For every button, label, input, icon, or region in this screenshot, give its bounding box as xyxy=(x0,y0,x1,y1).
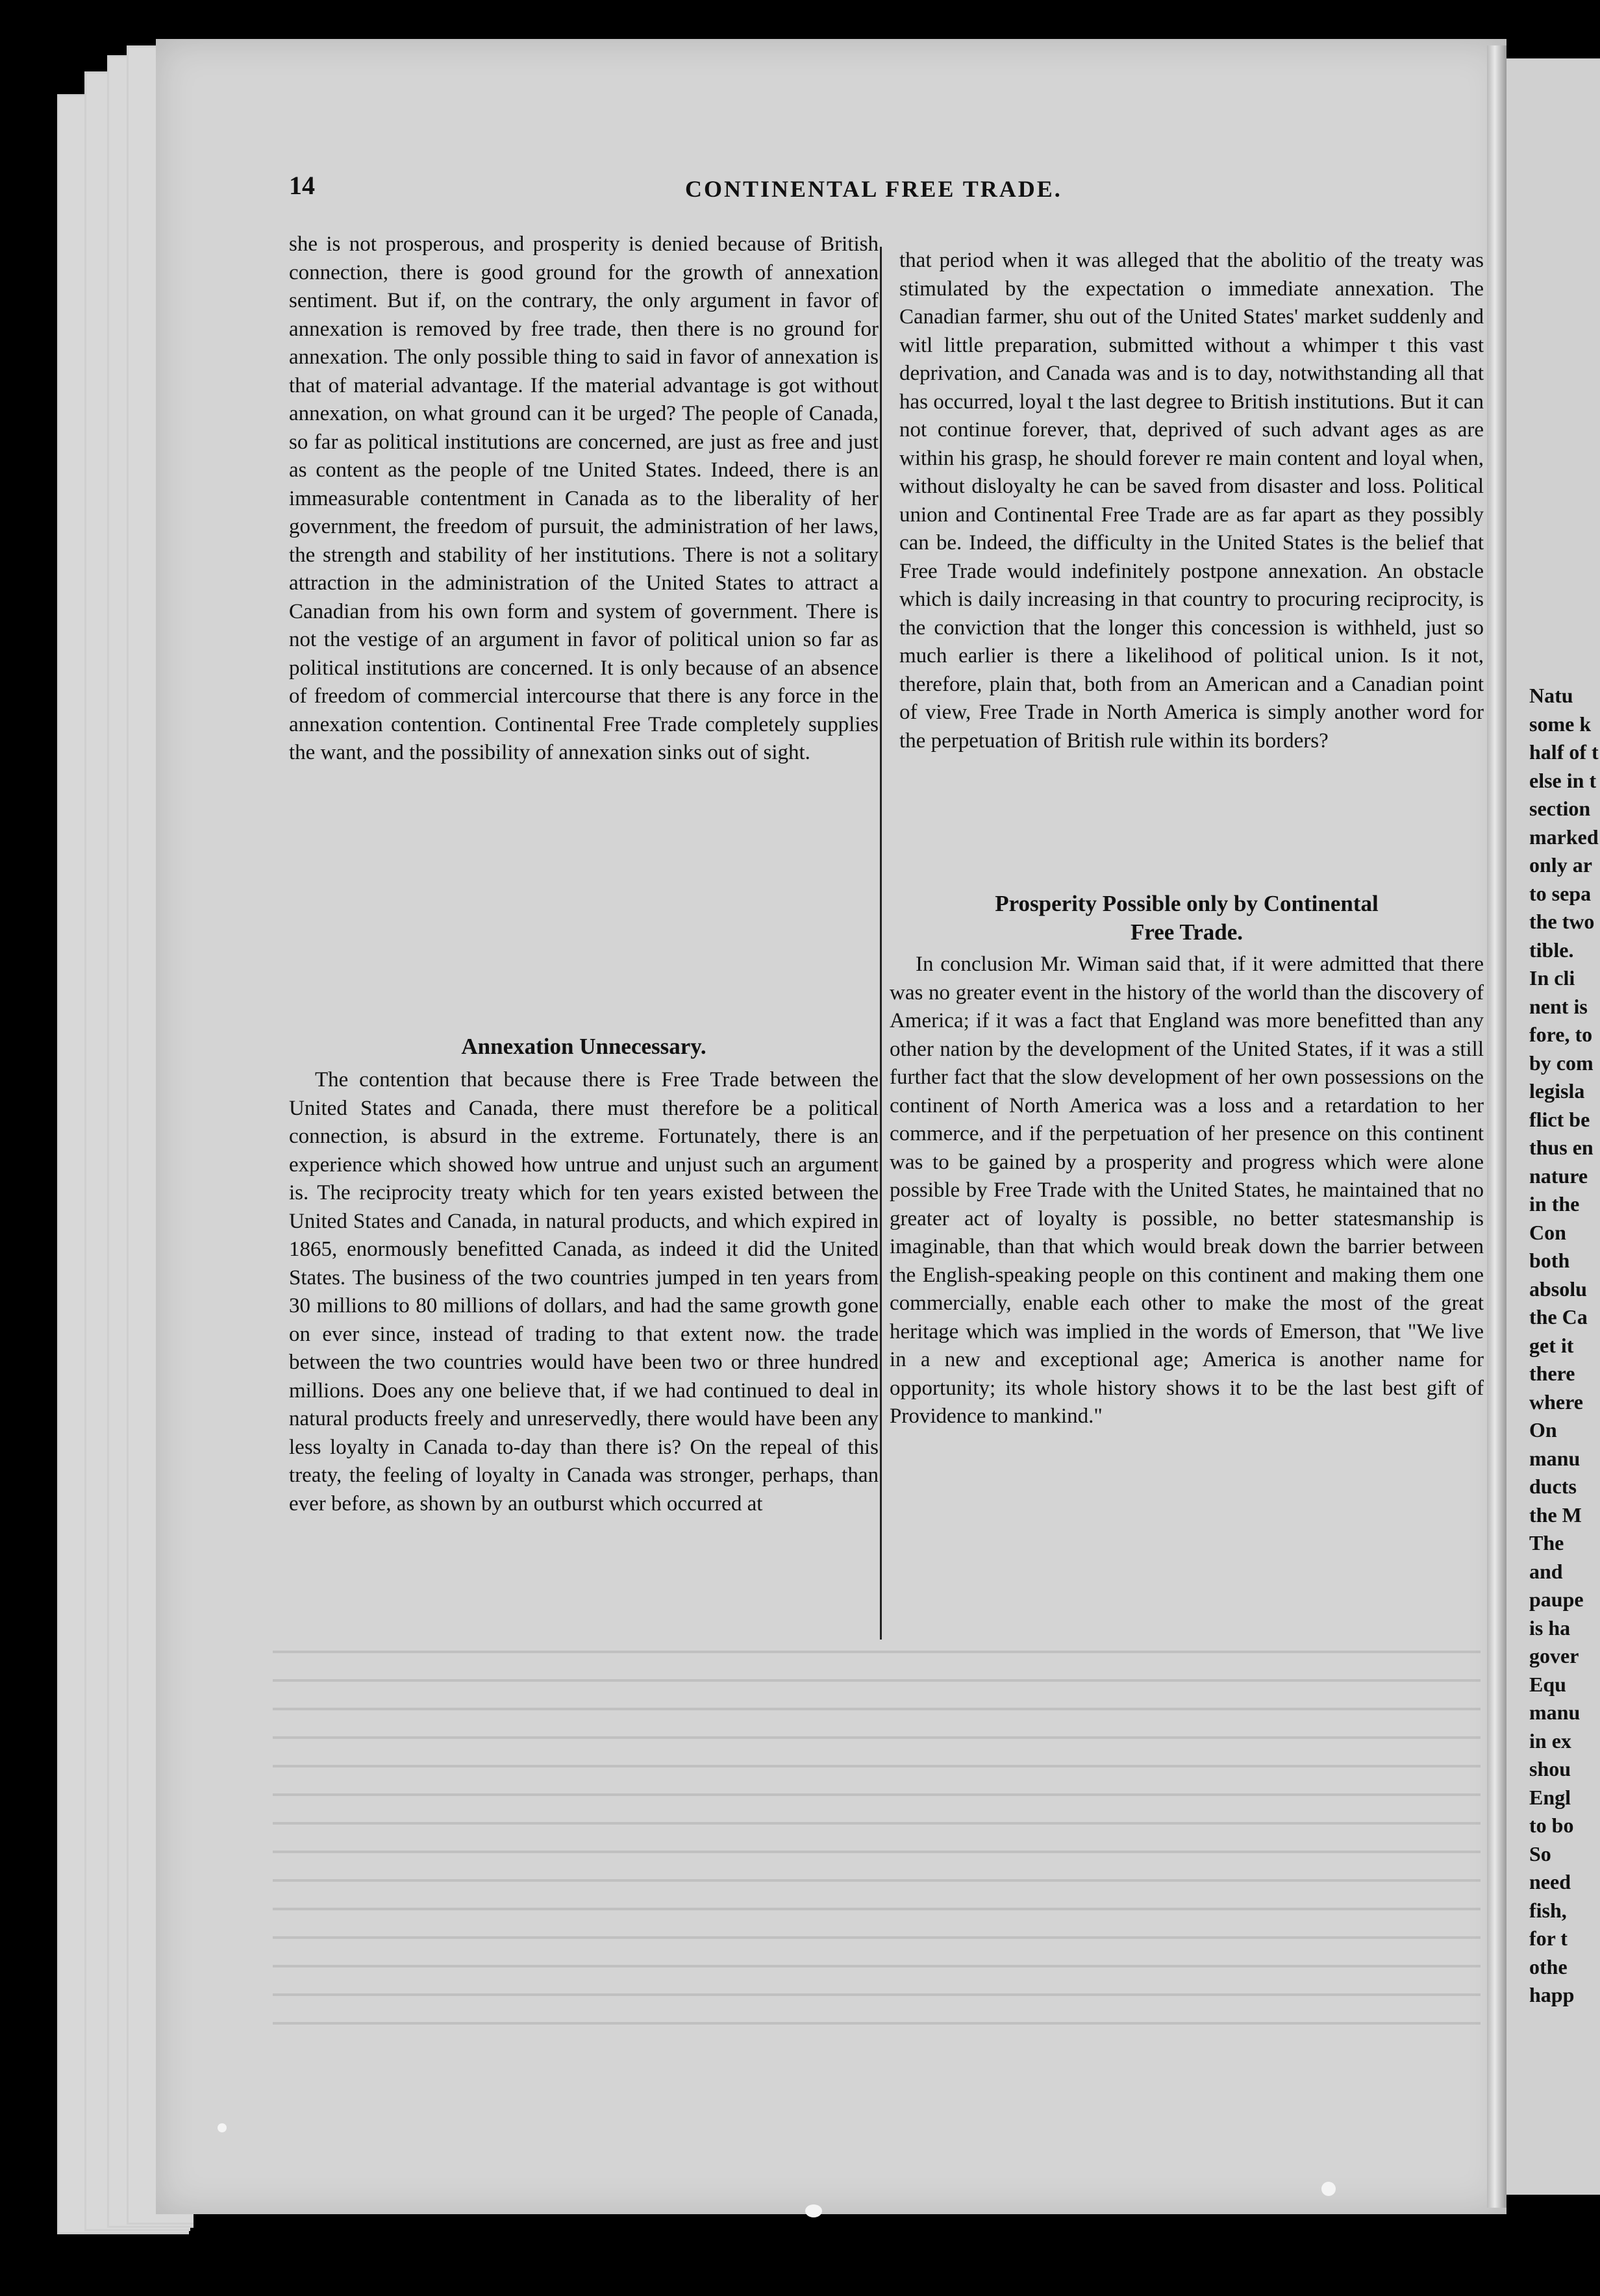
facing-page-line: section xyxy=(1529,797,1591,820)
facing-page-line: paupe xyxy=(1529,1588,1584,1611)
facing-page-line: On xyxy=(1529,1418,1557,1441)
facing-page-line: is ha xyxy=(1529,1616,1571,1640)
facing-page-line: and xyxy=(1529,1559,1563,1583)
facing-page-line: The xyxy=(1529,1531,1564,1554)
running-head: CONTINENTAL FREE TRADE. xyxy=(685,176,1062,202)
facing-page-line: flict be xyxy=(1529,1107,1590,1131)
facing-page-line: nature xyxy=(1529,1164,1588,1188)
book-gutter-fold xyxy=(1487,45,1506,2208)
facing-page-line: So xyxy=(1529,1841,1551,1866)
facing-page-line: Con xyxy=(1529,1220,1566,1244)
facing-page-line: both xyxy=(1529,1249,1570,1272)
facing-page-line: tible. xyxy=(1529,938,1574,962)
facing-page-line: in ex xyxy=(1529,1728,1571,1753)
facing-page-line: legisla xyxy=(1529,1079,1585,1103)
facing-page-line: fore, to xyxy=(1529,1023,1593,1046)
scan-speck xyxy=(1321,2182,1336,2196)
facing-page-line: the M xyxy=(1529,1503,1582,1527)
right-column-section xyxy=(890,890,1484,1431)
facing-page-line: Equ xyxy=(1529,1672,1566,1696)
facing-page-line: manu xyxy=(1529,1701,1581,1724)
facing-page-line: get it xyxy=(1529,1333,1574,1357)
facing-page-line: ducts xyxy=(1529,1475,1577,1498)
facing-page-line: half of t xyxy=(1529,740,1599,764)
scan-speck xyxy=(805,2204,822,2217)
paragraph: The contention that because there is Free Trade between the United States and Canada, there must therefore be a political connection, is absurd in the extreme. Fortunately, there is an experience which showed how untrue and unjust such an argument is. The reciprocity treaty which for ten years existed between the United States and Canada, in natural products, and which expired in 1865, enormously benefitted Canada, as indeed it did the United States. The business of the two countries jumped in ten years from 30 millions to 80 millions of dollars, and had the same growth gone on ever since, instead of trading to that extent now. the trade between the two countries would have been two or three hundred millions. Does any one believe that, if we had continued to deal in natural products freely and unreservedly, there would have been any less loyalty in Canada to-day than there is? On the repeal of this treaty, the feeling of loyalty in Canada was stronger, perhaps, than ever before, as shown by an outburst which occurred at xyxy=(289,1068,879,1516)
facing-page-line: the Ca xyxy=(1529,1305,1588,1329)
facing-page-line: marked xyxy=(1529,825,1599,849)
page-number: 14 xyxy=(289,171,315,200)
facing-page-line: some k xyxy=(1529,712,1592,736)
facing-page-line: the two xyxy=(1529,910,1595,933)
facing-page-line: by com xyxy=(1529,1051,1594,1075)
facing-page-line: absolu xyxy=(1529,1277,1587,1301)
facing-page-line: nent is xyxy=(1529,994,1588,1018)
facing-page-line: to bo xyxy=(1529,1814,1574,1837)
facing-page-line: to sepa xyxy=(1529,881,1592,905)
section-heading: Annexation Unnecessary. xyxy=(461,1034,706,1059)
right-column-text xyxy=(899,247,1484,755)
facing-page-line: in the xyxy=(1529,1192,1580,1216)
facing-page-line: need xyxy=(1529,1870,1571,1893)
paragraph: she is not prosperous, and prosperity is denied because of British connection, there is good ground for the growth of annexation sentiment. But if, on the contrary, the only argument in favor of annexation is removed by free trade, then there is no ground for annexation. The only possible thing to said in favor of annexation is that of material advantage. If the material advantage is got without annexation, on what ground can it be urged? The people of Canada, so far as political institutions are concerned, are just as free and just as content as the people of tne United States. Indeed, there is an immeasurable contentment in Canada as to the liberality of her government, the freedom of pursuit, the administration of her laws, the strength and stability of her institutions. There is not a solitary attraction in the administration of the United States to attract a Canadian from his own form and system of government. There is not the vestige of an argument in favor of political union so far as political institutions are concerned. It is only because of an absence of freedom of commercial intercourse that there is any force in the annexation contention. Continental Free Trade completely supplies the want, and the possibility of annexation sinks out of sight. xyxy=(289,232,879,764)
facing-page-line: where xyxy=(1529,1390,1583,1414)
paragraph: In conclusion Mr. Wiman said that, if it were admitted that there was no greater event in the history of the world than the discovery of America; if it was a fact that England was more benefitted than any other nation by the development of the United States, if it was a still further fact that the slow development of her own possessions on the continent of North America was a loss and a retardation to her commerce, and if the perpetuation of her presence on this continent was to be gained by a prosperity and progress which were alone possible by Free Trade with the United States, he maintained that no greater act of loyalty is possible, no better statesmanship is imaginable, than that which would break down the barrier between the English-speaking people on this continent and making them one commercially, enable each other to make the most of the great heritage which was implied in the words of Emerson, that "We live in a new and exceptional age; America is another name for opportunity; its whole history shows it to be the last best gift of Providence to mankind." xyxy=(890,953,1484,1428)
facing-page-line: for t xyxy=(1529,1927,1568,1950)
section-heading-line1: Prosperity Possible only by Continental xyxy=(995,891,1379,916)
facing-page-line: manu xyxy=(1529,1446,1581,1470)
paragraph: that period when it was alleged that the abolitio of the treaty was stimulated by the expectation o immediate annexation. The Canadian farmer, shu out of the United States' market suddenly and witl little preparation, submitted without a whimper t this vast deprivation, and Canada was and is to day, notwithstanding all that has occurred, loyal t the last degree to British institutions. But it can not continue forever, that, deprived of such advant ages as are within his grasp, he should forever re main content and loyal when, without disloyalty he can be saved from disaster and loss. Political union and Continental Free Trade are as far apart as they possibly can be. Indeed, the difficulty in the United States is the belief that Free Trade would indefinitely postpone annexation. An obstacle which is daily increasing in that country to procuring reciprocity, is the conviction that the longer this concession is withheld, just so much earlier is there a likelihood of political union. Is it not, therefore, plain that, both from an American and a Canadian point of view, Free Trade in North America is simply another word for the perpetuation of British rule within its borders? xyxy=(899,249,1484,753)
section-heading-line2: Free Trade. xyxy=(1130,919,1243,945)
left-column-text xyxy=(289,231,879,767)
facing-page-line: othe xyxy=(1529,1954,1568,1978)
facing-page-line: shou xyxy=(1529,1757,1571,1780)
facing-page-line: Engl xyxy=(1529,1785,1571,1809)
facing-page-line: only ar xyxy=(1529,853,1592,877)
facing-page-line: fish, xyxy=(1529,1898,1567,1922)
left-column-section xyxy=(289,1032,879,1518)
show-through-text xyxy=(273,1636,1481,2026)
scan-speck xyxy=(218,2123,227,2132)
facing-page-line: gover xyxy=(1529,1644,1579,1667)
facing-page-line: In cli xyxy=(1529,966,1575,990)
facing-page-line: else in t xyxy=(1529,768,1597,792)
facing-page-line: happ xyxy=(1529,1983,1575,2006)
facing-page-line: thus en xyxy=(1529,1136,1594,1159)
facing-page-line: there xyxy=(1529,1362,1575,1385)
facing-page-line: Natu xyxy=(1529,684,1573,707)
column-rule xyxy=(880,247,882,1640)
